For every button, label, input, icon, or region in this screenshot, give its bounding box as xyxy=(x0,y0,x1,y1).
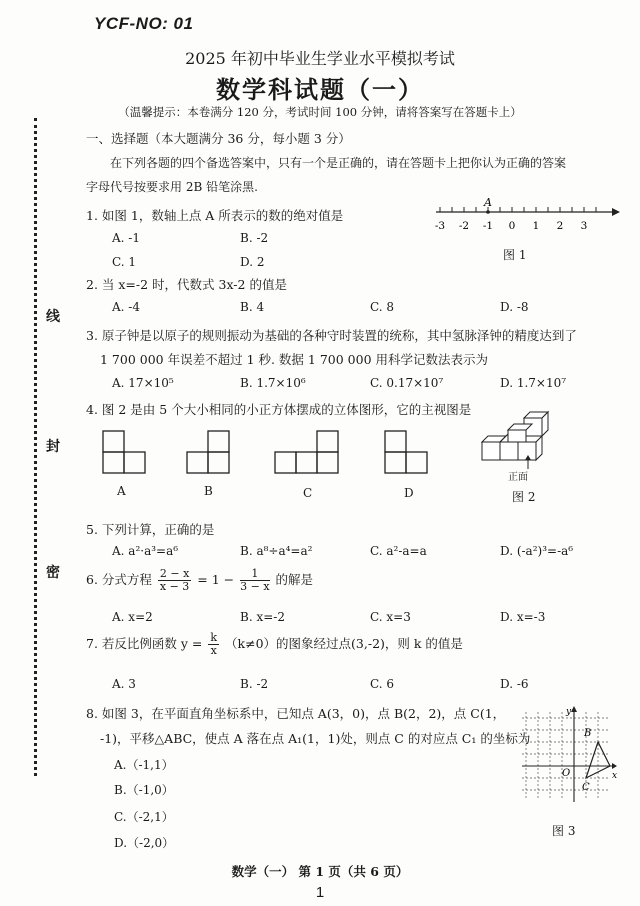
side-label-feng: 封 xyxy=(46,439,60,455)
q4-option-a-label: A xyxy=(117,484,126,498)
figure-1-label: 图 1 xyxy=(503,248,527,262)
q7-fraction xyxy=(208,632,219,657)
question-2-stem: 2. 当 x=-2 时，代数式 3x-2 的值是 xyxy=(86,277,287,292)
q6-stem-prefix: 6. 分式方程 xyxy=(86,572,152,587)
page-number: 1 xyxy=(315,884,325,901)
q2-option-b: B. 4 xyxy=(240,300,265,314)
q8-option-b: B.（-1,0） xyxy=(114,783,174,797)
fig1-point-label: A xyxy=(484,196,492,209)
section-instruction: 在下列各题的四个备选答案中，只有一个是正确的，请在答题卡上把你认为正确的答案 xyxy=(110,156,567,170)
q7-stem-suffix: （k≠0）的图象经过点(3,-2)，则 k 的值是 xyxy=(225,636,463,651)
q8-option-a: A.（-1,1） xyxy=(114,758,174,772)
q5-option-d: D. (-a²)³=-a⁶ xyxy=(500,544,574,558)
q3-option-b: B. 1.7×10⁶ xyxy=(240,376,306,390)
q6-option-b: B. x=-2 xyxy=(240,610,285,624)
fig3-y-label: y xyxy=(566,707,572,717)
q4-option-b-label: B xyxy=(204,484,213,498)
page-footer: 数学（一） 第 1 页（共 6 页） xyxy=(231,864,409,879)
fig1-tick-label: -1 xyxy=(482,220,494,232)
q6-fraction-right xyxy=(240,568,269,593)
q7-option-c: C. 6 xyxy=(370,677,395,691)
q6-frac1-den: x − 3 xyxy=(159,580,190,593)
q4-option-c-label: C xyxy=(303,486,313,500)
q6-option-a: A. x=2 xyxy=(112,610,153,624)
q7-frac-den: x xyxy=(210,644,217,657)
paper-code: YCF-NO: 01 xyxy=(94,14,194,33)
q1-option-a: A. -1 xyxy=(112,231,140,245)
q7-option-b: B. -2 xyxy=(240,677,269,691)
fig1-tick-label: -3 xyxy=(434,220,446,232)
question-3-stem-cont: 1 700 000 年误差不超过 1 秒. 数据 1 700 000 用科学记数法表示为 xyxy=(100,352,489,367)
q4-option-d-label: D xyxy=(404,486,414,500)
question-6-stem xyxy=(86,568,313,593)
q7-func-lhs: y = xyxy=(180,636,203,651)
question-7-stem xyxy=(86,632,463,657)
q7-option-d: D. -6 xyxy=(500,677,529,691)
q2-option-a: A. -4 xyxy=(112,300,140,314)
q3-option-a: A. 17×10⁵ xyxy=(112,376,174,390)
q8-option-d: D.（-2,0） xyxy=(114,836,175,850)
q2-option-d: D. -8 xyxy=(500,300,529,314)
figure-3-coordinate-grid xyxy=(518,706,618,806)
q6-stem-suffix: 的解是 xyxy=(275,572,314,587)
q6-equals: = 1 − xyxy=(197,572,235,587)
exam-title: 2025 年初中毕业生学业水平模拟考试 xyxy=(185,49,455,68)
question-8-stem-cont: -1)，平移△ABC，使点 A 落在点 A₁(1，1)处，则点 C 的对应点 C₁ 的坐标为 xyxy=(100,731,531,746)
fig1-tick-label: 1 xyxy=(532,220,540,232)
q4-figure-d xyxy=(384,430,434,474)
fig3-origin-label: O xyxy=(562,768,571,779)
q4-figure-c xyxy=(274,430,344,474)
q5-option-c: C. a²-a=a xyxy=(370,544,427,558)
fig3-x-label: x xyxy=(612,771,618,781)
question-8-stem: 8. 如图 3，在平面直角坐标系中，已知点 A(3，0)，点 B(2，2)，点 C(1， xyxy=(86,706,506,721)
question-3-stem: 3. 原子钟是以原子的规则振动为基础的各种守时装置的统称，其中氢脉泽钟的精度达到了 xyxy=(86,328,577,343)
fig3-c-label: C xyxy=(582,782,590,793)
figure-3-label: 图 3 xyxy=(552,824,576,838)
q5-option-b: B. a⁸÷a⁴=a² xyxy=(240,544,313,558)
front-label: 正面 xyxy=(508,472,528,483)
q4-figure-a xyxy=(102,430,152,474)
q1-option-c: C. 1 xyxy=(112,255,137,269)
q2-option-c: C. 8 xyxy=(370,300,395,314)
subject-title: 数学科试题（一） xyxy=(216,75,424,104)
binding-dotted-line xyxy=(34,118,37,776)
figure-1-number-line xyxy=(430,194,620,254)
q1-option-b: B. -2 xyxy=(240,231,269,245)
side-label-mi: 密 xyxy=(46,565,60,581)
question-4-stem: 4. 图 2 是由 5 个大小相同的小正方体摆成的立体图形，它的主视图是 xyxy=(86,402,472,417)
q7-stem-prefix: 7. 若反比例函数 xyxy=(86,636,177,651)
q5-option-a: A. a²·a³=a⁶ xyxy=(112,544,179,558)
q6-frac1-num: 2 − x xyxy=(159,567,190,580)
q4-figure-b xyxy=(186,430,236,474)
q6-option-c: C. x=3 xyxy=(370,610,411,624)
q3-option-d: D. 1.7×10⁷ xyxy=(500,376,567,390)
q6-frac2-den: 3 − x xyxy=(240,580,270,593)
question-1-stem: 1. 如图 1，数轴上点 A 所表示的数的绝对值是 xyxy=(86,208,344,223)
fig1-tick-label: 3 xyxy=(580,220,588,232)
q6-option-d: D. x=-3 xyxy=(500,610,546,624)
q3-option-c: C. 0.17×10⁷ xyxy=(370,376,444,390)
q7-frac-num: k xyxy=(210,631,218,644)
fig1-tick-label: 2 xyxy=(556,220,564,232)
point-a xyxy=(486,210,490,214)
section-instruction-cont: 字母代号按要求用 2B 铅笔涂黑. xyxy=(86,180,258,194)
q8-option-c: C.（-2,1） xyxy=(114,810,174,824)
q6-fraction-left xyxy=(158,568,191,593)
section-title: 一、选择题（本大题满分 36 分，每小题 3 分） xyxy=(86,131,351,146)
question-5-stem: 5. 下列计算，正确的是 xyxy=(86,522,215,537)
q7-option-a: A. 3 xyxy=(112,677,136,691)
tip-text: （温馨提示：本卷满分 120 分，考试时间 100 分钟，请将答案写在答题卡上） xyxy=(118,105,522,119)
fig1-tick-label: -2 xyxy=(458,220,470,232)
fig1-tick-label: 0 xyxy=(508,220,516,232)
q1-option-d: D. 2 xyxy=(240,255,265,269)
fig3-b-label: B xyxy=(584,728,592,739)
q6-frac2-num: 1 xyxy=(240,568,269,581)
side-label-xian: 线 xyxy=(46,309,60,325)
figure-2-label: 图 2 xyxy=(512,490,536,504)
